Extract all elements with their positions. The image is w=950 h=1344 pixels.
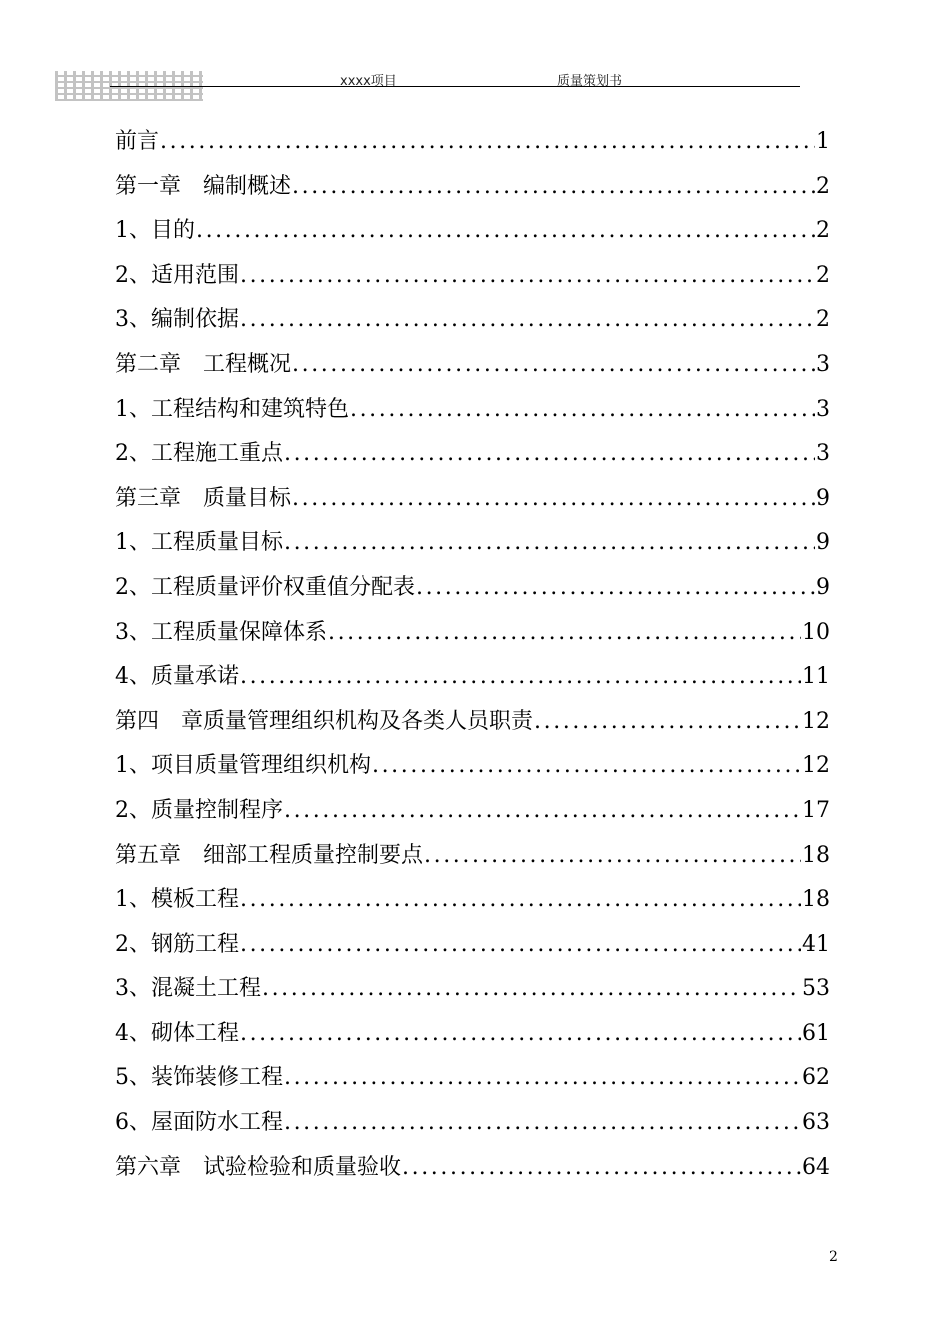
toc-entry-page: 12 [802,753,830,779]
toc-entry[interactable] [115,923,830,968]
toc-entry-title: 3、编制依据 [115,307,239,333]
toc-entry-title: 4、质量承诺 [115,664,239,690]
toc-entry-title: 第五章 细部工程质量控制要点 [115,842,424,868]
toc-entry[interactable] [115,209,830,254]
toc-entry[interactable] [115,878,830,923]
toc-entry-title: 1、项目质量管理组织机构 [115,753,371,779]
toc-entry-page: 64 [802,1154,830,1180]
toc-entry[interactable] [115,343,830,388]
toc-entry-title: 第四 章质量管理组织机构及各类人员职责 [115,708,534,734]
toc-leader-dots [262,967,801,1012]
toc-entry[interactable] [115,655,830,700]
toc-entry-title: 2、工程质量评价权重值分配表 [115,574,415,600]
toc-entry-page: 3 [816,441,830,467]
toc-leader-dots [372,744,801,789]
toc-entry[interactable] [115,834,830,879]
toc-entry[interactable] [115,165,830,210]
toc-entry-page: 18 [802,842,830,868]
toc-entry[interactable] [115,566,830,611]
toc-entry[interactable] [115,120,830,165]
toc-entry-page: 53 [802,976,830,1002]
toc-entry-title: 前言 [115,129,160,154]
page-number: 2 [829,1249,838,1265]
toc-entry-page: 17 [802,797,830,823]
toc-leader-dots [424,834,801,879]
toc-leader-dots [196,209,815,254]
toc-entry-page: 2 [816,173,830,199]
toc-entry[interactable] [115,611,830,656]
toc-entry-title: 第二章 工程概况 [115,351,292,377]
toc-leader-dots [284,432,815,477]
toc-entry-title: 第一章 编制概述 [115,173,292,199]
toc-leader-dots [402,1146,801,1191]
toc-entry[interactable] [115,1012,830,1057]
toc-entry-title: 第六章 试验检验和质量验收 [115,1154,402,1180]
header-document-title: 质量策划书 [557,74,623,89]
toc-entry-page: 2 [816,262,830,288]
toc-entry-title: 第三章 质量目标 [115,485,292,511]
toc-entry-page: 2 [816,218,830,244]
toc-entry[interactable] [115,298,830,343]
toc-entry-page: 63 [802,1110,830,1136]
toc-entry[interactable] [115,521,830,566]
toc-entry[interactable] [115,432,830,477]
toc-entry-page: 10 [802,619,830,645]
toc-leader-dots [292,477,815,522]
toc-entry[interactable] [115,1056,830,1101]
toc-entry-page: 2 [816,307,830,333]
toc-leader-dots [328,611,801,656]
toc-entry-page: 9 [816,485,830,511]
toc-leader-dots [240,254,815,299]
toc-entry-page: 3 [816,351,830,377]
toc-entry[interactable] [115,967,830,1012]
toc-entry[interactable] [115,789,830,834]
toc-entry-title: 4、砌体工程 [115,1020,239,1046]
toc-leader-dots [284,789,801,834]
toc-entry-page: 62 [802,1065,830,1091]
toc-entry-page: 41 [802,931,830,957]
toc-entry-title: 3、工程质量保障体系 [115,619,327,645]
toc-leader-dots [284,1056,801,1101]
toc-leader-dots [240,923,801,968]
toc-leader-dots [160,120,815,165]
toc-leader-dots [240,298,815,343]
toc-entry-page: 11 [802,664,830,690]
toc-entry[interactable] [115,1101,830,1146]
toc-entry[interactable] [115,254,830,299]
toc-entry[interactable] [115,700,830,745]
toc-entry[interactable] [115,744,830,789]
toc-leader-dots [416,566,815,611]
toc-leader-dots [292,343,815,388]
toc-entry-title: 1、工程结构和建筑特色 [115,396,349,422]
toc-entry-title: 5、装饰装修工程 [115,1065,283,1091]
toc-leader-dots [534,700,801,745]
toc-leader-dots [240,1012,801,1057]
toc-entry-title: 2、钢筋工程 [115,931,239,957]
toc-entry-title: 1、模板工程 [115,887,239,913]
toc-entry-title: 2、质量控制程序 [115,797,283,823]
toc-leader-dots [350,388,815,433]
toc-entry-page: 61 [802,1020,830,1046]
table-of-contents [115,120,830,1190]
toc-entry-page: 12 [802,708,830,734]
toc-entry[interactable] [115,1146,830,1191]
toc-leader-dots [240,878,801,923]
toc-entry-page: 9 [816,530,830,556]
header-project-title: xxxx项目 [340,74,397,89]
toc-entry-title: 1、工程质量目标 [115,530,283,556]
toc-entry-page: 9 [816,574,830,600]
toc-entry-page: 18 [802,887,830,913]
toc-leader-dots [284,521,815,566]
toc-entry-title: 1、目的 [115,218,195,244]
header-divider [110,86,800,87]
toc-entry-page: 3 [816,396,830,422]
toc-entry-title: 6、屋面防水工程 [115,1110,283,1136]
toc-leader-dots [284,1101,801,1146]
toc-entry[interactable] [115,477,830,522]
toc-entry-title: 2、工程施工重点 [115,441,283,467]
toc-entry-title: 3、混凝土工程 [115,976,261,1002]
toc-leader-dots [240,655,801,700]
toc-entry-page: 1 [816,129,830,154]
toc-entry[interactable] [115,388,830,433]
toc-leader-dots [292,165,815,210]
toc-entry-title: 2、适用范围 [115,262,239,288]
